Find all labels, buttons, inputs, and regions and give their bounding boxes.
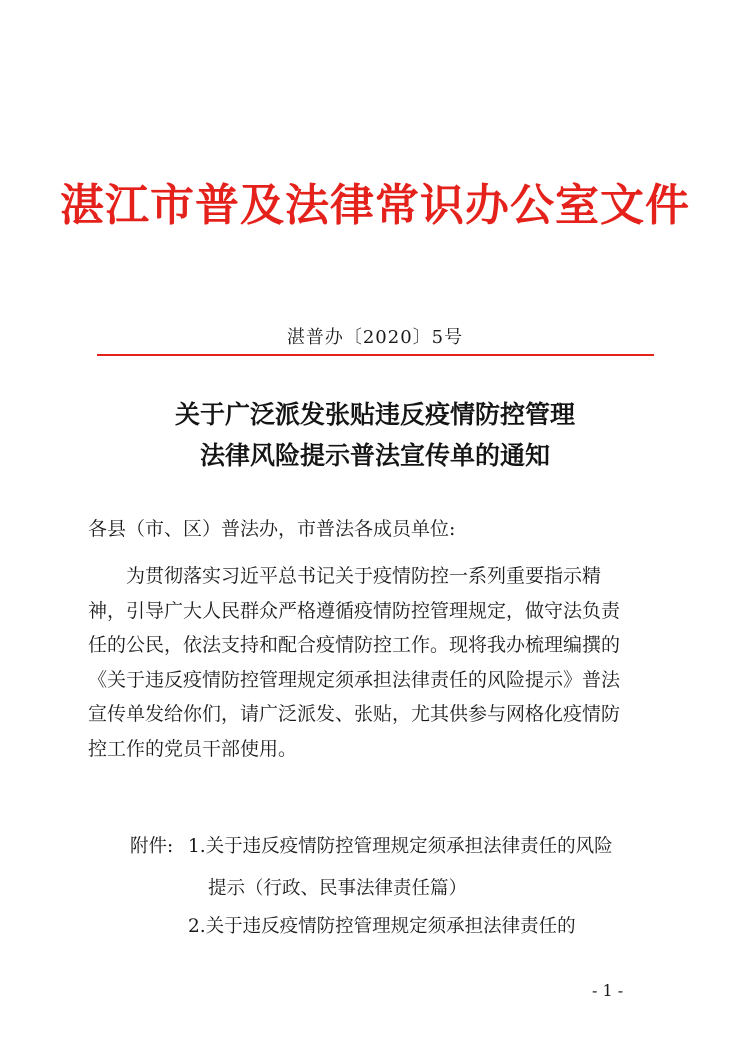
notice-title-line-1: 关于广泛派发张贴违反疫情防控管理 bbox=[174, 400, 575, 429]
attachments-label: 附件: bbox=[130, 836, 174, 857]
attachment-item-1: 1.关于违反疫情防控管理规定须承担法律责任的风险 bbox=[188, 836, 613, 857]
body-paragraph bbox=[88, 559, 668, 766]
notice-title-line-2: 法律风险提示普法宣传单的通知 bbox=[199, 441, 550, 470]
body-line: 神，引导广大人民群众严格遵循疫情防控管理规定，做守法负责 bbox=[88, 599, 621, 622]
document-number: 湛普办〔2020〕5号 bbox=[286, 327, 464, 348]
page-number: - 1 - bbox=[592, 981, 624, 1000]
body-line: 控工作的党员干部使用。 bbox=[88, 737, 298, 760]
attachment-item-1-continued: 提示（行政、民事法律责任篇） bbox=[208, 878, 468, 899]
body-line: 《关于违反疫情防控管理规定须承担法律责任的风险提示》普法 bbox=[88, 668, 621, 691]
attachment-item-2: 2.关于违反疫情防控管理规定须承担法律责任的 bbox=[188, 916, 576, 937]
notice-title bbox=[0, 394, 750, 476]
document-header-title: 湛江市普及法律常识办公室文件 bbox=[60, 180, 690, 231]
salutation: 各县（市、区）普法办，市普法各成员单位: bbox=[88, 518, 456, 540]
body-line: 任的公民，依法支持和配合疫情防控工作。现将我办梳理编撰的 bbox=[88, 634, 621, 656]
red-divider-line bbox=[97, 354, 654, 356]
body-line: 宣传单发给你们，请广泛派发、张贴，尤其供参与网格化疫情防 bbox=[88, 703, 621, 725]
body-line: 为贯彻落实习近平总书记关于疫情防控一系列重要指示精 bbox=[126, 565, 602, 587]
